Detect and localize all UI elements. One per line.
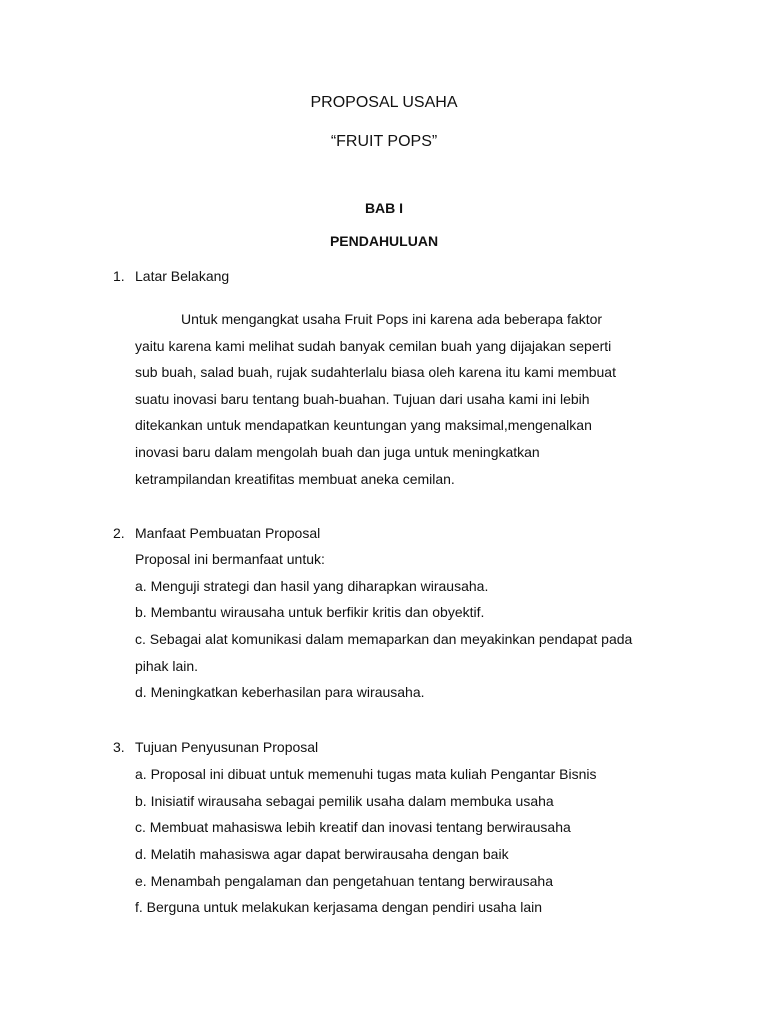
paragraph-line: ditekankan untuk mendapatkan keuntungan yang maksimal,mengenalkan (135, 417, 592, 433)
paragraph-line: ketrampilandan kreatifitas membuat aneka cemilan. (135, 471, 455, 487)
list-item: b. Inisiatif wirausaha sebagai pemilik usaha dalam membuka usaha (135, 793, 554, 809)
document-title: PROPOSAL USAHA (310, 94, 458, 111)
list-item: c. Sebagai alat komunikasi dalam memaparkan dan meyakinkan pendapat pada (135, 631, 633, 647)
document-subtitle: “FRUIT POPS” (330, 133, 438, 150)
section-heading: Latar Belakang (135, 268, 230, 284)
list-item: f. Berguna untuk melakukan kerjasama dengan pendiri usaha lain (135, 899, 543, 915)
section-number: 3. (113, 739, 125, 755)
section-intro: Proposal ini bermanfaat untuk: (135, 551, 325, 567)
chapter-name: PENDAHULUAN (329, 233, 439, 249)
paragraph-line: inovasi baru dalam mengolah buah dan juga untuk meningkatkan (135, 444, 540, 460)
section-heading: Manfaat Pembuatan Proposal (135, 525, 321, 541)
list-item: d. Meningkatkan keberhasilan para wirausaha. (135, 684, 425, 700)
section-heading: Tujuan Penyusunan Proposal (135, 739, 319, 755)
list-item: d. Melatih mahasiswa agar dapat berwirausaha dengan baik (135, 846, 509, 862)
paragraph-line: sub buah, salad buah, rujak sudahterlalu biasa oleh karena itu kami membuat (135, 364, 616, 380)
section-number: 1. (113, 268, 125, 284)
list-item: c. Membuat mahasiswa lebih kreatif dan inovasi tentang berwirausaha (135, 819, 571, 835)
section-number: 2. (113, 525, 125, 541)
list-item: e. Menambah pengalaman dan pengetahuan tentang berwirausaha (135, 873, 553, 889)
paragraph-line: Untuk mengangkat usaha Fruit Pops ini karena ada beberapa faktor (181, 311, 603, 327)
chapter-label: BAB I (364, 200, 404, 216)
paragraph-line: suatu inovasi baru tentang buah-buahan. Tujuan dari usaha kami ini lebih (135, 391, 590, 407)
list-item: pihak lain. (135, 658, 199, 674)
list-item: a. Proposal ini dibuat untuk memenuhi tugas mata kuliah Pengantar Bisnis (135, 766, 597, 782)
list-item: b. Membantu wirausaha untuk berfikir kritis dan obyektif. (135, 604, 485, 620)
list-item: a. Menguji strategi dan hasil yang diharapkan wirausaha. (135, 578, 489, 594)
paragraph-line: yaitu karena kami melihat sudah banyak cemilan buah yang dijajakan seperti (135, 338, 612, 354)
